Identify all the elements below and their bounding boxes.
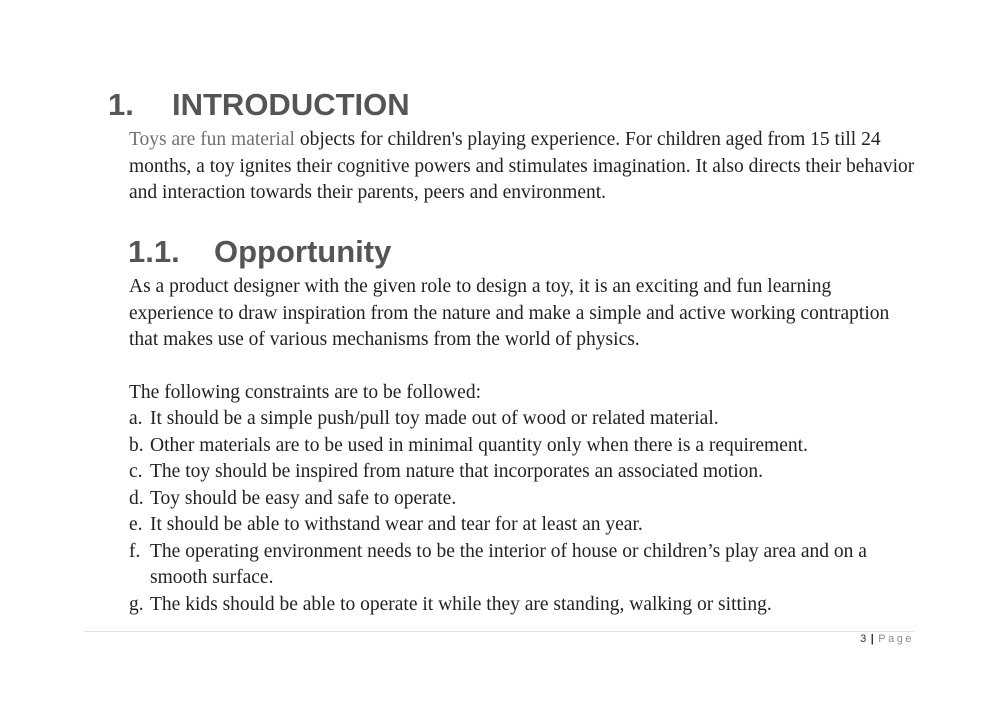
list-marker: f. (129, 540, 141, 562)
list-marker: g. (129, 593, 144, 615)
page-label: Page (878, 633, 914, 645)
subsection-number: 1.1. (128, 234, 180, 269)
list-item (129, 539, 919, 592)
list-item-text: It should be able to withstand wear and tear for at least an year. (150, 514, 643, 535)
footer-separator: | (870, 633, 875, 645)
list-item (129, 512, 919, 539)
list-item (129, 459, 919, 486)
constraints-lead: The following constraints are to be followed: (129, 382, 481, 403)
list-marker: e. (129, 514, 143, 535)
subsection-heading (128, 233, 391, 271)
list-marker: d. (129, 487, 144, 509)
intro-lead-text: Toys are fun material (129, 129, 295, 150)
list-item (129, 592, 919, 619)
list-item (129, 433, 919, 460)
list-item-text: The operating environment needs to be the interior of house or children’s play area and on a smooth surface. (150, 540, 867, 588)
intro-paragraph (129, 127, 919, 207)
list-item-text: Toy should be easy and safe to operate. (150, 487, 457, 509)
footer-divider (84, 631, 915, 632)
list-marker: c. (129, 461, 143, 482)
list-item-text: The toy should be inspired from nature that incorporates an associated motion. (150, 461, 764, 482)
page-number: 3 (860, 633, 867, 645)
list-marker: b. (129, 434, 144, 456)
list-item-text: It should be a simple push/pull toy made out of wood or related material. (150, 408, 719, 429)
subsection-title: Opportunity (214, 234, 392, 269)
section-title: INTRODUCTION (172, 87, 410, 122)
opportunity-paragraph: As a product designer with the given role to design a toy, it is an exciting and fun learning experience to draw inspiration from the nature and make a simple and active working contraption that makes use of various mechanisms from the world of physics. (129, 276, 890, 350)
constraints-list (129, 406, 919, 618)
section-number: 1. (108, 87, 134, 122)
list-item (129, 406, 919, 433)
list-item-text: Other materials are to be used in minimal quantity only when there is a requirement. (150, 434, 808, 456)
intro-body-text: objects for children's playing experience. For children aged from 15 till 24 months, a toy ignites their cognitive powers and stimulates imagination. It also directs their behavior and interaction towards their parents, peers and environment. (129, 129, 915, 203)
list-marker: a. (129, 408, 143, 429)
list-item (129, 486, 919, 513)
list-item-text: The kids should be able to operate it while they are standing, walking or sitting. (150, 593, 772, 615)
page-footer (860, 633, 914, 645)
section-heading (108, 86, 410, 124)
